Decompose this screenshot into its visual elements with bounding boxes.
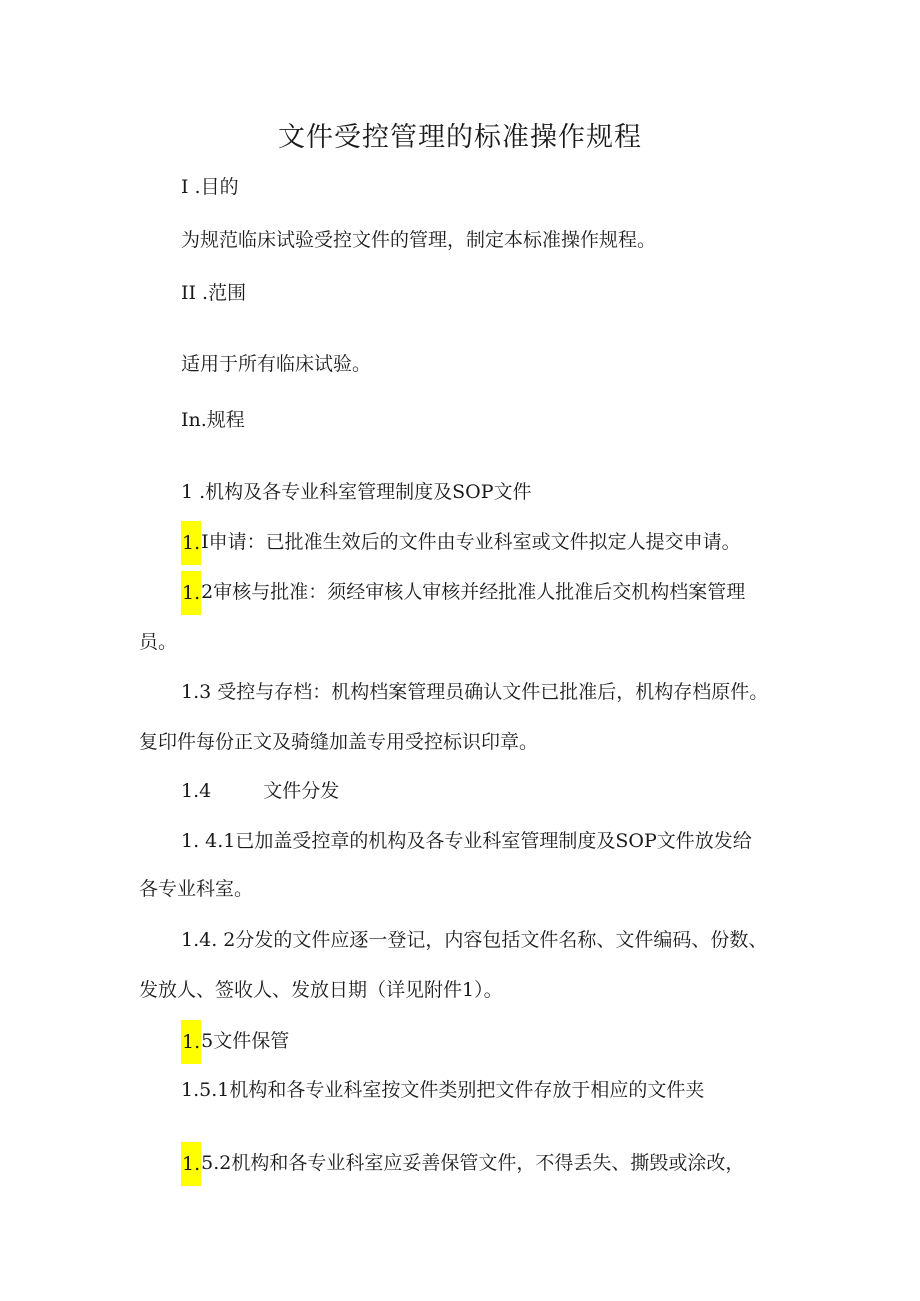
paragraph-1-3-continued: 复印件每份正文及骑缝加盖专用受控标识印章。 [139, 731, 539, 753]
paragraph-1-5-1: 1.5.1机构和各专业科室按文件类别把文件存放于相应的文件夹 [181, 1079, 705, 1101]
paragraph-1-2-continued: 员。 [139, 631, 178, 653]
paragraph-1-3: 1.3 受控与存档：机构档案管理员确认文件已批准后，机构存档原件。 [181, 681, 769, 703]
highlight-mark: 1. [181, 1142, 201, 1186]
section-3-heading: In.规程 [181, 409, 245, 431]
paragraph-1-5-2 [181, 1142, 744, 1186]
paragraph-text: I申请：已批准生效后的文件由专业科室或文件拟定人提交申请。 [201, 531, 741, 553]
paragraph-text: 5.2机构和各专业科室应妥善保管文件，不得丢失、撕毁或涂改， [201, 1152, 745, 1174]
paragraph-1-4 [181, 776, 339, 806]
paragraph-1-4-2: 1.4. 2分发的文件应逐一登记，内容包括文件名称、文件编码、份数、 [181, 929, 768, 951]
paragraph-1-2 [181, 571, 745, 615]
section-2-heading: II .范围 [181, 282, 247, 304]
highlight-mark: 1. [181, 571, 201, 615]
paragraph-1-4-1-continued: 各专业科室。 [139, 878, 254, 900]
section-2-body: 适用于所有临床试验。 [181, 353, 372, 375]
page-title: 文件受控管理的标准操作规程 [278, 122, 642, 153]
paragraph-1-4-1: 1. 4.1已加盖受控章的机构及各专业科室管理制度及SOP文件放发给 [181, 830, 752, 852]
paragraph-1-4-2-continued: 发放人、签收人、发放日期（详见附件1）。 [139, 979, 503, 1001]
highlight-mark: 1. [181, 521, 201, 565]
paragraph-number: 1.4 [181, 780, 212, 802]
paragraph-1-1 [181, 521, 741, 565]
section-1-heading: I .目的 [181, 176, 239, 198]
paragraph-text: 文件分发 [263, 780, 340, 802]
highlight-mark: 1. [181, 1020, 201, 1064]
paragraph-text: 2审核与批准：须经审核人审核并经批准人批准后交机构档案管理 [201, 581, 746, 603]
paragraph-text: 5文件保管 [201, 1030, 290, 1052]
paragraph-1-5 [181, 1020, 289, 1064]
section-1-body: 为规范临床试验受控文件的管理，制定本标准操作规程。 [181, 229, 657, 251]
paragraph-1: 1 .机构及各专业科室管理制度及SOP文件 [181, 481, 532, 503]
